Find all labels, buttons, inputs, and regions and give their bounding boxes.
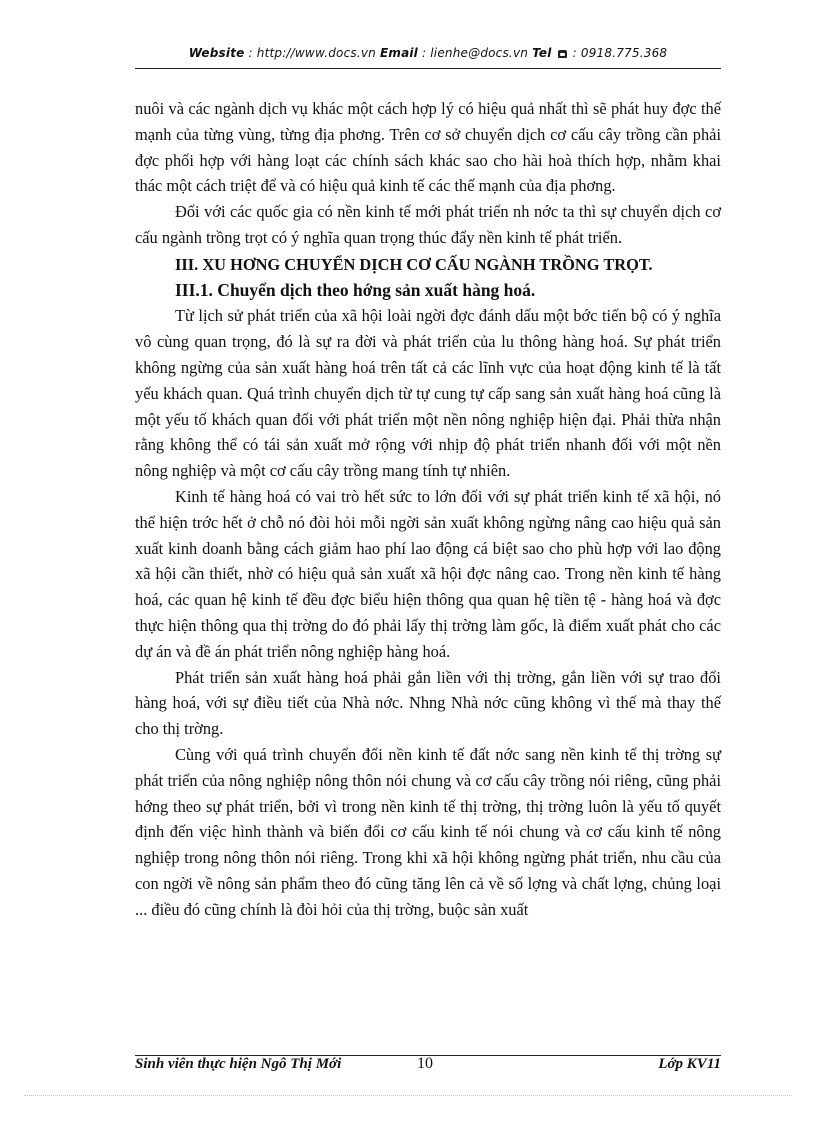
paragraph: Phát triển sản xuất hàng hoá phải gắn liền với thị trờng, gắn liền với sự trao đổi hàng hoá, với sự điều tiết của Nhà nớc. Nhng Nhà nớc cũng không vì thế mà thay thế cho thị trờng. [135,667,721,739]
website-value: : http://www.docs.vn [248,46,376,60]
email-label: Email [379,46,418,60]
page-header [135,46,721,60]
paragraph: Từ lịch sử phát triển của xã hội loài ngời đợc đánh dấu một bớc tiến bộ có ý nghĩa vô cùng quan trọng, đó là sự ra đời và phát triển của lu thông hàng hoá. Sự phát triển không ngừng của sản xuất hàng hoá trên tất cả các lĩnh vực của hoạt động kinh tế là tất yếu khách quan. Quá trình chuyển dịch từ tự cung tự cấp sang sản xuất hàng hoá cũng là một yếu tố khách quan đối với phát triển một nền nông nghiệp hiện đại. Phải thừa nhận rằng không thể có tái sản xuất mở rộng với nhịp độ phát triển nhanh đối với một nền nông nghiệp và một cơ cấu cây trồng mang tính tự nhiên. [135,306,721,481]
paragraph: Kinh tế hàng hoá có vai trò hết sức to lớn đối với sự phát triển kinh tế xã hội, nó thể hiện trớc hết ở chỗ nó đòi hỏi mỗi ngời sản xuất không ngừng nâng cao hiệu quả sản xuất kinh doanh bằng cách giảm hao phí lao động cá biệt sao cho phù hợp với lao động xã hội cần thiết, nhờ có hiệu quả sản xuất xã hội đợc nâng cao. Trong nền kinh tế hàng hoá, các quan hệ kinh tế đều đợc biểu hiện thông qua quan hệ tiền tệ - hàng hoá và đợc thực hiện thông qua thị trờng do đó phải lấy thị trờng làm gốc, là điểm xuất phát cho các dự án và đề án phát triển nông nghiệp hàng hoá. [135,486,721,661]
footer-class: Lớp KV11 [658,1056,721,1072]
subsection-heading: III.1. Chuyển dịch theo hớng sản xuất hàng hoá. [175,279,536,300]
paragraph: Cùng với quá trình chuyển đổi nền kinh tế đất nớc sang nền kinh tế thị trờng sự phát triển của nông nghiệp nông thôn nói chung và cơ cấu cây trồng nói riêng, cũng phải hớng theo sự phát triển, bởi vì trong nền kinh tế thị trờng, thị trờng luôn là yếu tố quyết định đến việc hình thành và biến đổi cơ cấu kinh tế nói chung và cơ cấu kinh tế nông nghiệp trong nông thôn nói riêng. Trong khi xã hội không ngừng phát triển, nhu cầu của con ngời về nông sản phẩm theo đó cũng tăng lên cả về số lợng và chất lợng, chủng loại ... điều đó cũng chính là đòi hỏi của thị trờng, buộc sản xuất [135,744,721,919]
website-label: Website [188,46,245,60]
section-heading: III. XU HƠNG CHUYỂN DỊCH CƠ CẤU NGÀNH TRỒNG TRỌT. [175,254,653,274]
document-body [135,96,721,923]
footer-author: Sinh viên thực hiện Ngô Thị Mới [135,1056,342,1072]
paragraph: nuôi và các ngành dịch vụ khác một cách hợp lý có hiệu quả nhất thì sẽ phát huy đợc thế mạnh của từng vùng, từng địa phơng. Trên cơ sở chuyển dịch cơ cấu cây trồng cần phải đợc phối hợp với hàng loạt các chính sách khác sao cho hài hoà thích hợp, nhằm khai thác một cách triệt để và có hiệu quả kinh tế các thế mạnh của địa phơng. [135,99,721,196]
page-number: 10 [417,1055,433,1072]
tel-value: : 0918.775.368 [572,46,668,60]
tel-label: Tel [532,46,552,60]
phone-icon [558,50,567,58]
header-rule [135,68,721,69]
email-value: : lienhe@docs.vn [422,46,529,60]
page-boundary [24,1095,792,1096]
paragraph: Đối với các quốc gia có nền kinh tế mới phát triển nh nớc ta thì sự chuyển dịch cơ cấu ngành trồng trọt có ý nghĩa quan trọng thúc đẩy nền kinh tế phát triển. [135,202,721,247]
